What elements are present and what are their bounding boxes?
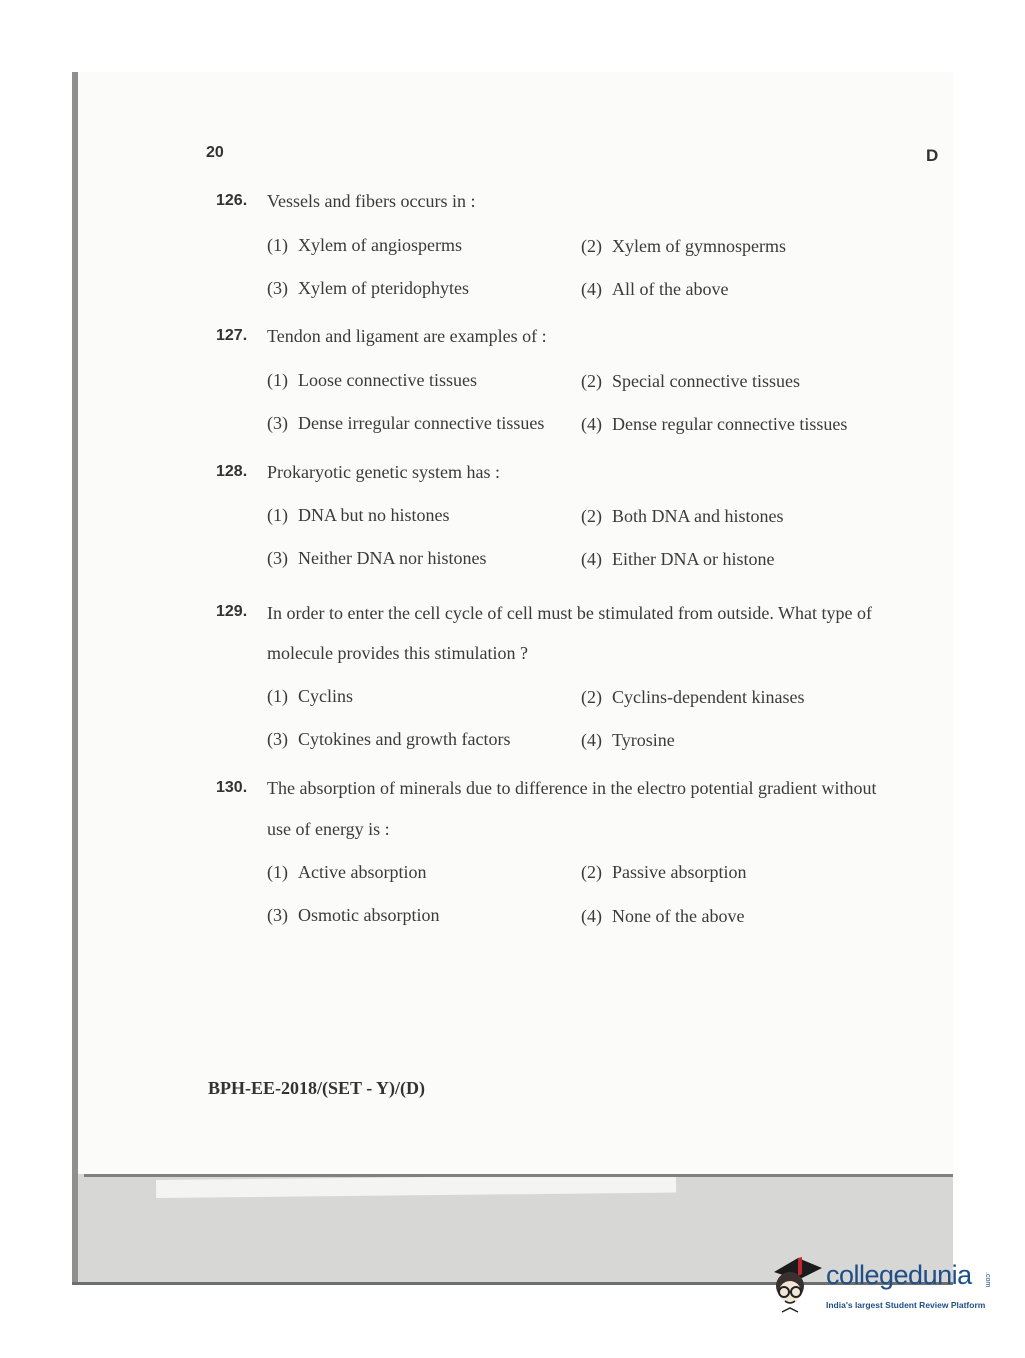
mascot-icon bbox=[768, 1252, 824, 1316]
option bbox=[581, 730, 675, 751]
question-text: Tendon and ligament are examples of : bbox=[267, 326, 547, 346]
brand-domain-suffix: .com bbox=[984, 1272, 991, 1288]
option-number: (4) bbox=[581, 414, 602, 434]
option bbox=[581, 687, 804, 708]
option-number: (1) bbox=[267, 686, 288, 706]
option-number: (1) bbox=[267, 862, 288, 882]
option-number: (4) bbox=[581, 549, 602, 569]
option-text: Dense irregular connective tissues bbox=[298, 413, 545, 433]
option-number: (1) bbox=[267, 370, 288, 390]
option-text: Xylem of gymnosperms bbox=[612, 236, 786, 256]
option bbox=[267, 905, 440, 926]
question-text-continued: molecule provides this stimulation ? bbox=[267, 643, 528, 663]
option-number: (1) bbox=[267, 505, 288, 525]
question-number: 128. bbox=[216, 463, 248, 480]
option bbox=[581, 414, 847, 435]
question-number: 127. bbox=[216, 327, 248, 344]
option bbox=[581, 906, 744, 927]
option-number: (2) bbox=[581, 506, 602, 526]
option-number: (1) bbox=[267, 235, 288, 255]
option-number: (3) bbox=[267, 413, 288, 433]
question-text: In order to enter the cell cycle of cell must be stimulated from outside. What type of bbox=[267, 603, 872, 623]
option-text: Xylem of angiosperms bbox=[298, 235, 462, 255]
option bbox=[267, 370, 477, 391]
option-number: (2) bbox=[581, 862, 602, 882]
question-text: The absorption of minerals due to difference in the electro potential gradient without bbox=[267, 778, 877, 798]
option-number: (3) bbox=[267, 548, 288, 568]
option-text: DNA but no histones bbox=[298, 505, 450, 525]
option-text: Special connective tissues bbox=[612, 371, 800, 391]
option-text: Xylem of pteridophytes bbox=[298, 278, 469, 298]
option-text: Loose connective tissues bbox=[298, 370, 477, 390]
option bbox=[581, 279, 728, 300]
option-text: Tyrosine bbox=[612, 730, 675, 750]
option-text: Both DNA and histones bbox=[612, 506, 784, 526]
option bbox=[267, 235, 462, 256]
option-text: None of the above bbox=[612, 906, 745, 926]
page-number: 20 bbox=[206, 144, 224, 161]
option-text: Either DNA or histone bbox=[612, 549, 775, 569]
question-number: 126. bbox=[216, 192, 248, 209]
option-text: Active absorption bbox=[298, 862, 427, 882]
option-number: (2) bbox=[581, 687, 602, 707]
question-number: 129. bbox=[216, 603, 248, 620]
option bbox=[267, 862, 426, 883]
brand-tagline: India's largest Student Review Platform bbox=[826, 1300, 986, 1310]
option bbox=[581, 506, 784, 527]
option bbox=[581, 862, 747, 883]
option bbox=[267, 686, 353, 707]
option-number: (4) bbox=[581, 730, 602, 750]
option bbox=[267, 505, 450, 526]
option bbox=[267, 729, 510, 750]
option-text: Cyclins-dependent kinases bbox=[612, 687, 805, 707]
page-edge-line bbox=[84, 1174, 953, 1177]
option bbox=[581, 236, 786, 257]
option-number: (3) bbox=[267, 905, 288, 925]
option-number: (3) bbox=[267, 278, 288, 298]
option-text: Cytokines and growth factors bbox=[298, 729, 511, 749]
paper-code-footer: BPH-EE-2018/(SET - Y)/(D) bbox=[208, 1078, 426, 1098]
option-number: (4) bbox=[581, 906, 602, 926]
question-number: 130. bbox=[216, 779, 248, 796]
option-text: Cyclins bbox=[298, 686, 354, 706]
option bbox=[267, 278, 469, 299]
collegedunia-watermark bbox=[768, 1252, 993, 1316]
question-text: Prokaryotic genetic system has : bbox=[267, 462, 500, 482]
option-number: (2) bbox=[581, 236, 602, 256]
option-number: (2) bbox=[581, 371, 602, 391]
option bbox=[581, 549, 774, 570]
option bbox=[267, 548, 486, 569]
question-text-continued: use of energy is : bbox=[267, 819, 390, 839]
brand-name: collegedunia bbox=[826, 1260, 972, 1290]
question-text: Vessels and fibers occurs in : bbox=[267, 191, 476, 211]
option-text: Passive absorption bbox=[612, 862, 747, 882]
option bbox=[267, 413, 544, 434]
set-letter: D bbox=[926, 146, 939, 165]
option-text: Dense regular connective tissues bbox=[612, 414, 848, 434]
option-number: (3) bbox=[267, 729, 288, 749]
option-text: Osmotic absorption bbox=[298, 905, 440, 925]
option bbox=[581, 371, 800, 392]
option-text: Neither DNA nor histones bbox=[298, 548, 487, 568]
option-number: (4) bbox=[581, 279, 602, 299]
option-text: All of the above bbox=[612, 279, 729, 299]
